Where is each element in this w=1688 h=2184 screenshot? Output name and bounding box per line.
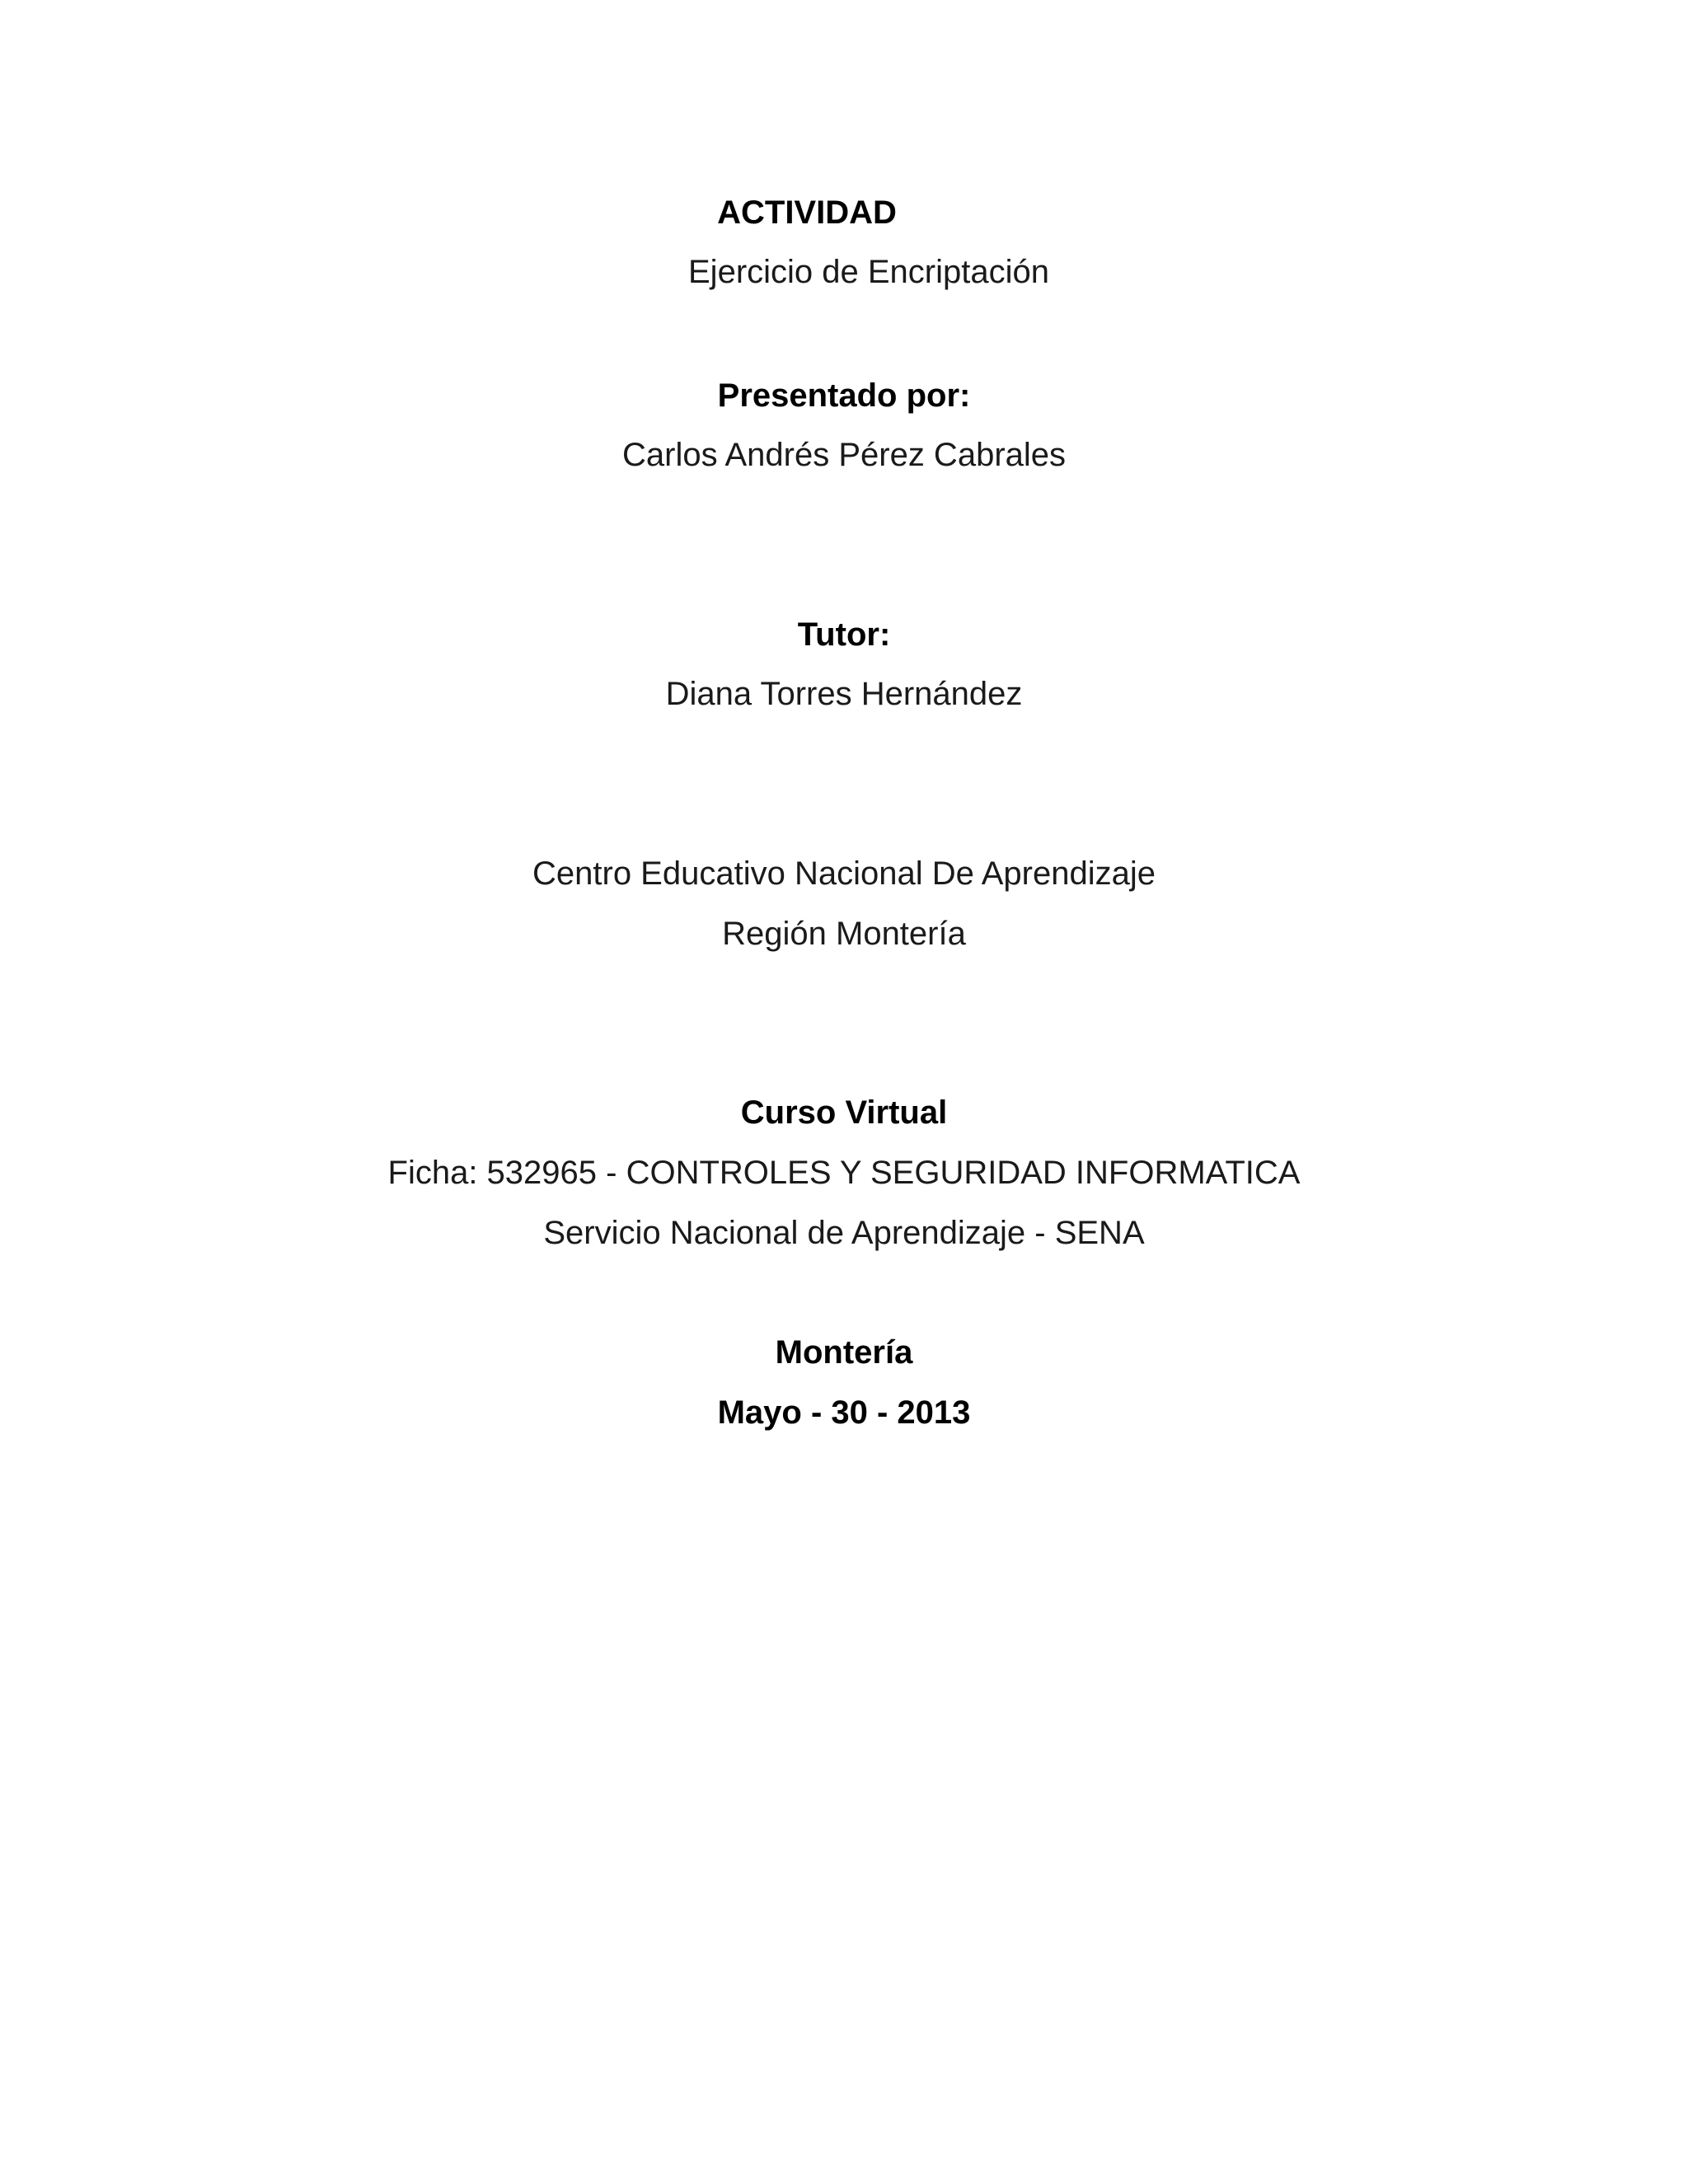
tutor-name: Diana Torres Hernández [665,676,1023,712]
course-heading: Curso Virtual [740,1094,948,1131]
institution-name: Centro Educativo Nacional De Aprendizaje [532,855,1156,892]
activity-heading: ACTIVIDAD [717,194,897,231]
presenter-heading: Presentado por: [717,377,971,414]
institution-region: Región Montería [722,916,966,952]
place-city: Montería [775,1334,913,1371]
place-date: Mayo - 30 - 2013 [717,1394,971,1431]
presenter-name: Carlos Andrés Pérez Cabrales [621,437,1067,473]
activity-title: Ejercicio de Encriptación [688,254,1049,290]
course-ficha: Ficha: 532965 - CONTROLES Y SEGURIDAD INFORMATICA [387,1155,1301,1191]
tutor-heading: Tutor: [797,616,891,653]
course-provider: Servicio Nacional de Aprendizaje - SENA [543,1215,1145,1251]
